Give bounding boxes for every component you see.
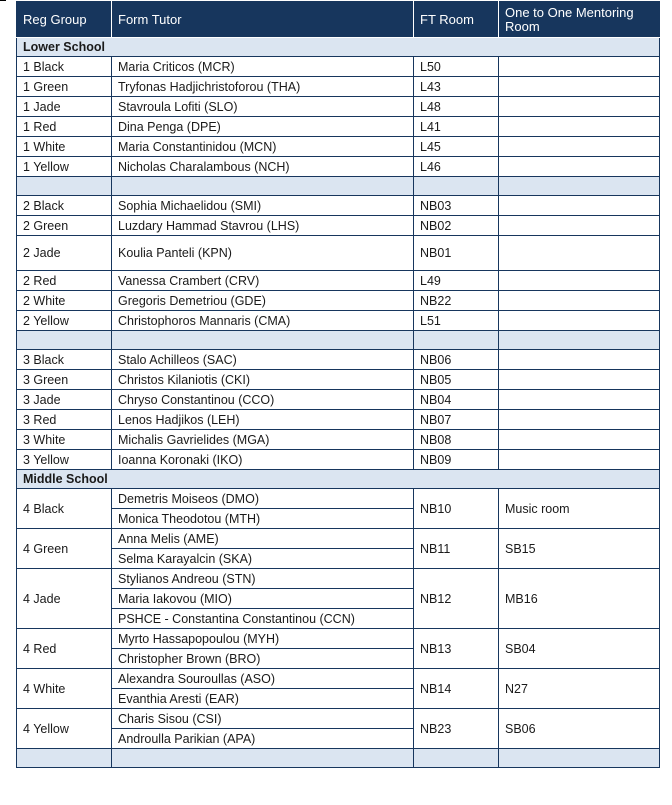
reg-group-cell: 1 White [17, 137, 112, 157]
form-tutor-cell: Chryso Constantinou (CCO) [112, 390, 414, 410]
ft-room-cell: L49 [414, 271, 499, 291]
form-tutor-cell: Christopher Brown (BRO) [112, 649, 414, 669]
ft-room-cell: L41 [414, 117, 499, 137]
header-mentoring-room: One to One Mentoring Room [499, 2, 660, 38]
table-row [17, 97, 660, 117]
mentoring-room-cell [499, 196, 660, 216]
section-row-middle-school [17, 470, 660, 489]
spacer-row [17, 331, 660, 350]
table-row [17, 271, 660, 291]
reg-group-cell: 3 White [17, 430, 112, 450]
reg-group-cell: 2 Green [17, 216, 112, 236]
form-tutor-cell: Christos Kilaniotis (CKI) [112, 370, 414, 390]
reg-group-cell: 4 Yellow [17, 709, 112, 749]
reg-group-cell: 1 Black [17, 57, 112, 77]
reg-group-cell: 3 Jade [17, 390, 112, 410]
header-row [17, 2, 660, 38]
table-row [17, 569, 660, 589]
mentoring-room-cell [499, 97, 660, 117]
ft-room-cell: NB02 [414, 216, 499, 236]
table-row [17, 236, 660, 271]
form-tutor-cell: Maria Iakovou (MIO) [112, 589, 414, 609]
ft-room-cell: NB08 [414, 430, 499, 450]
form-tutor-cell: Androulla Parikian (APA) [112, 729, 414, 749]
section-label: Lower School [17, 38, 660, 57]
reg-group-cell: 1 Green [17, 77, 112, 97]
ft-room-cell: NB05 [414, 370, 499, 390]
mentoring-room-cell [499, 410, 660, 430]
section-label: Middle School [17, 470, 660, 489]
mentoring-room-cell [499, 390, 660, 410]
table-row [17, 709, 660, 729]
form-tutor-cell: PSHCE - Constantina Constantinou (CCN) [112, 609, 414, 629]
form-tutor-cell: Maria Criticos (MCR) [112, 57, 414, 77]
form-tutor-cell: Michalis Gavrielides (MGA) [112, 430, 414, 450]
mentoring-room-cell [499, 216, 660, 236]
ft-room-cell: NB06 [414, 350, 499, 370]
mentoring-room-cell [499, 271, 660, 291]
form-tutor-cell: Vanessa Crambert (CRV) [112, 271, 414, 291]
ft-room-cell: NB07 [414, 410, 499, 430]
table-row [17, 489, 660, 509]
ft-room-cell: NB14 [414, 669, 499, 709]
mentoring-room-cell [499, 370, 660, 390]
reg-group-cell: 2 Black [17, 196, 112, 216]
form-tutor-cell: Selma Karayalcin (SKA) [112, 549, 414, 569]
mentoring-room-cell: SB04 [499, 629, 660, 669]
table-row [17, 77, 660, 97]
form-tutor-cell: Sophia Michaelidou (SMI) [112, 196, 414, 216]
reg-group-cell: 3 Yellow [17, 450, 112, 470]
reg-group-cell: 2 Red [17, 271, 112, 291]
ft-room-cell: NB09 [414, 450, 499, 470]
mentoring-room-cell [499, 117, 660, 137]
form-tutor-cell: Tryfonas Hadjichristoforou (THA) [112, 77, 414, 97]
reg-group-cell: 1 Red [17, 117, 112, 137]
ft-room-cell: NB13 [414, 629, 499, 669]
form-tutor-cell: Gregoris Demetriou (GDE) [112, 291, 414, 311]
header-ft-room: FT Room [414, 2, 499, 38]
reg-group-cell: 3 Black [17, 350, 112, 370]
mentoring-room-cell: N27 [499, 669, 660, 709]
ft-room-cell: NB23 [414, 709, 499, 749]
table-row [17, 311, 660, 331]
form-tutor-cell: Evanthia Aresti (EAR) [112, 689, 414, 709]
ft-room-cell: L50 [414, 57, 499, 77]
reg-group-cell: 4 Green [17, 529, 112, 569]
form-tutor-cell: Nicholas Charalambous (NCH) [112, 157, 414, 177]
reg-group-cell: 1 Jade [17, 97, 112, 117]
form-tutor-cell: Stavroula Lofiti (SLO) [112, 97, 414, 117]
table-row [17, 370, 660, 390]
table-row [17, 629, 660, 649]
ft-room-cell: NB12 [414, 569, 499, 629]
ft-room-cell: L51 [414, 311, 499, 331]
form-tutor-cell: Ioanna Koronaki (IKO) [112, 450, 414, 470]
mentoring-room-cell [499, 450, 660, 470]
ft-room-cell: L48 [414, 97, 499, 117]
reg-group-cell: 2 Yellow [17, 311, 112, 331]
ft-room-cell: NB11 [414, 529, 499, 569]
form-tutor-cell: Monica Theodotou (MTH) [112, 509, 414, 529]
table-row [17, 137, 660, 157]
table-row [17, 196, 660, 216]
spacer-row [17, 177, 660, 196]
section-row-lower-school [17, 38, 660, 57]
form-tutor-cell: Charis Sisou (CSI) [112, 709, 414, 729]
form-tutor-cell: Stalo Achilleos (SAC) [112, 350, 414, 370]
form-tutor-cell: Maria Constantinidou (MCN) [112, 137, 414, 157]
table-row [17, 157, 660, 177]
reg-group-cell: 1 Yellow [17, 157, 112, 177]
mentoring-room-cell: SB06 [499, 709, 660, 749]
table-row [17, 529, 660, 549]
reg-group-cell: 2 White [17, 291, 112, 311]
table-row [17, 450, 660, 470]
mentoring-room-cell: MB16 [499, 569, 660, 629]
mentoring-room-cell: SB15 [499, 529, 660, 569]
reg-group-cell: 4 Black [17, 489, 112, 529]
form-tutor-cell: Dina Penga (DPE) [112, 117, 414, 137]
mentoring-room-cell [499, 430, 660, 450]
form-tutor-cell: Demetris Moiseos (DMO) [112, 489, 414, 509]
ft-room-cell: NB04 [414, 390, 499, 410]
mentoring-room-cell [499, 350, 660, 370]
mentoring-room-cell [499, 157, 660, 177]
reg-group-cell: 4 Red [17, 629, 112, 669]
ft-room-cell: NB10 [414, 489, 499, 529]
reg-group-cell: 4 White [17, 669, 112, 709]
reg-group-cell: 3 Red [17, 410, 112, 430]
table-row [17, 410, 660, 430]
ft-room-cell: L46 [414, 157, 499, 177]
reg-group-cell: 4 Jade [17, 569, 112, 629]
form-tutor-cell: Myrto Hassapopoulou (MYH) [112, 629, 414, 649]
table-row [17, 390, 660, 410]
table-row [17, 350, 660, 370]
mentoring-room-cell [499, 137, 660, 157]
mentoring-room-cell [499, 291, 660, 311]
mentoring-room-cell [499, 236, 660, 271]
ft-room-cell: NB22 [414, 291, 499, 311]
form-tutor-cell: Stylianos Andreou (STN) [112, 569, 414, 589]
reg-group-cell: 2 Jade [17, 236, 112, 271]
header-reg-group: Reg Group [17, 2, 112, 38]
ft-room-cell: NB01 [414, 236, 499, 271]
mentoring-room-cell: Music room [499, 489, 660, 529]
form-tutor-table [16, 1, 660, 768]
spacer-row [17, 749, 660, 768]
table-row [17, 669, 660, 689]
form-tutor-cell: Luzdary Hammad Stavrou (LHS) [112, 216, 414, 236]
reg-group-cell: 3 Green [17, 370, 112, 390]
form-tutor-cell: Koulia Panteli (KPN) [112, 236, 414, 271]
mentoring-room-cell [499, 77, 660, 97]
corner-mark [0, 0, 6, 1]
ft-room-cell: L45 [414, 137, 499, 157]
table-row [17, 291, 660, 311]
form-tutor-cell: Lenos Hadjikos (LEH) [112, 410, 414, 430]
form-tutor-cell: Christophoros Mannaris (CMA) [112, 311, 414, 331]
mentoring-room-cell [499, 57, 660, 77]
form-tutor-cell: Alexandra Souroullas (ASO) [112, 669, 414, 689]
table-row [17, 117, 660, 137]
mentoring-room-cell [499, 311, 660, 331]
ft-room-cell: NB03 [414, 196, 499, 216]
table-row [17, 430, 660, 450]
table-row [17, 57, 660, 77]
ft-room-cell: L43 [414, 77, 499, 97]
header-form-tutor: Form Tutor [112, 2, 414, 38]
table-row [17, 216, 660, 236]
form-tutor-cell: Anna Melis (AME) [112, 529, 414, 549]
